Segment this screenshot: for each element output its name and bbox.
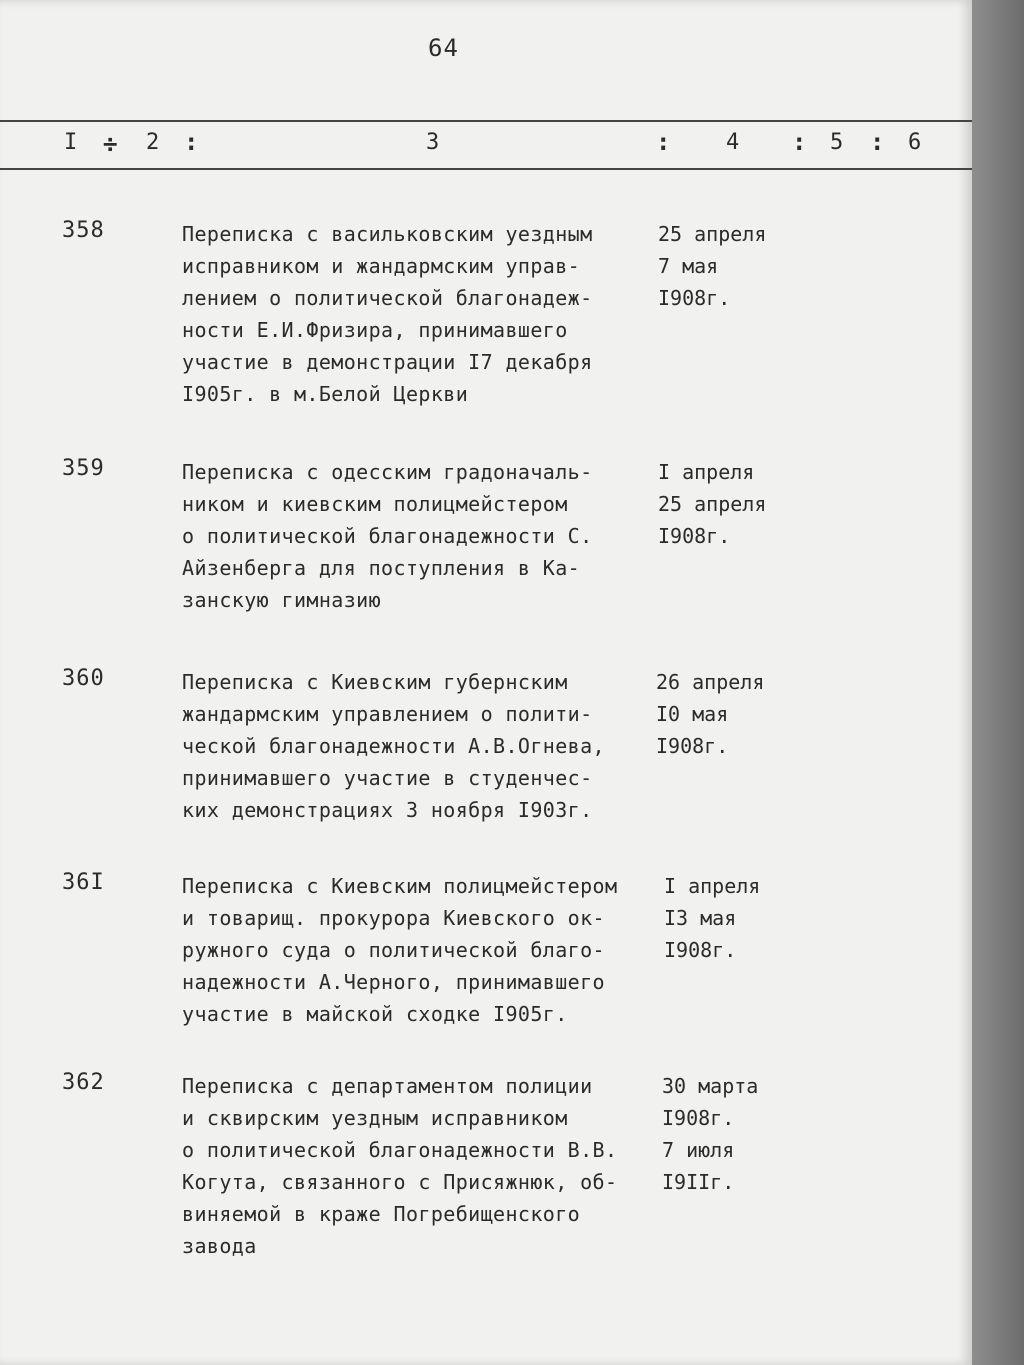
record-number: 362 <box>62 1070 105 1095</box>
column-header-4: 4 <box>726 130 740 155</box>
description-line: ружного суда о политической благо- <box>182 938 605 962</box>
record-number: 36I <box>62 870 105 895</box>
description-line: ности Е.И.Фризира, принимавшего <box>182 318 568 342</box>
description-line: участие в майской сходке I905г. <box>182 1002 568 1026</box>
record-dates <box>658 218 818 314</box>
record-number: 360 <box>62 666 105 691</box>
date-line: I908г. <box>664 938 737 962</box>
description-line: Переписка с васильковским уездным <box>182 222 593 246</box>
description-line: I905г. в м.Белой Церкви <box>182 382 469 406</box>
column-separator: : <box>656 128 671 156</box>
column-separator: : <box>792 128 807 156</box>
date-line: I908г. <box>658 286 731 310</box>
record-dates <box>664 870 824 966</box>
description-line: ких демонстрациях 3 ноября I903г. <box>182 798 593 822</box>
description-line: завода <box>182 1234 257 1258</box>
description-line: участие в демонстрации I7 декабря <box>182 350 593 374</box>
record-number: 359 <box>62 456 105 481</box>
description-line: виняемой в краже Погребищенского <box>182 1202 581 1226</box>
date-line: 25 апреля <box>658 492 767 516</box>
header-top-rule <box>0 120 972 122</box>
date-line: 7 мая <box>658 254 719 278</box>
record-dates <box>656 666 816 762</box>
description-line: Переписка с одесским градоначаль- <box>182 460 593 484</box>
description-line: и товарищ. прокурора Киевского ок- <box>182 906 605 930</box>
date-line: 26 апреля <box>656 670 765 694</box>
record-description <box>182 456 652 616</box>
description-line: занскую гимназию <box>182 588 382 612</box>
description-line: лением о политической благонадеж- <box>182 286 593 310</box>
date-line: I908г. <box>658 524 731 548</box>
date-line: I3 мая <box>664 906 737 930</box>
column-header-1: I <box>64 130 78 155</box>
description-line: принимавшего участие в студенчес- <box>182 766 593 790</box>
description-line: жандармским управлением о полити- <box>182 702 593 726</box>
column-separator: : <box>870 128 885 156</box>
description-line: ником и киевским полицмейстером <box>182 492 568 516</box>
column-header-3: 3 <box>426 130 440 155</box>
date-line: 7 июля <box>662 1138 735 1162</box>
date-line: I0 мая <box>656 702 729 726</box>
description-line: Когута, связанного с Присяжнюк, об- <box>182 1170 618 1194</box>
column-header-1-separator: ÷ <box>103 130 118 158</box>
description-line: и сквирским уездным исправником <box>182 1106 568 1130</box>
description-line: Переписка с Киевским полицмейстером <box>182 874 618 898</box>
column-header-5: 5 <box>830 130 844 155</box>
record-description <box>182 666 652 826</box>
column-separator: : <box>184 128 199 156</box>
page-number: 64 <box>428 34 459 62</box>
date-line: 25 апреля <box>658 222 767 246</box>
column-header-6: 6 <box>908 130 922 155</box>
description-line: Айзенберга для поступления в Ка- <box>182 556 581 580</box>
record-description <box>182 218 652 410</box>
date-line: I908г. <box>656 734 729 758</box>
column-header-2: 2 <box>146 130 160 155</box>
description-line: надежности А.Черного, принимавшего <box>182 970 605 994</box>
description-line: Переписка с Киевским губернским <box>182 670 568 694</box>
date-line: I908г. <box>662 1106 735 1130</box>
date-line: I апреля <box>658 460 755 484</box>
record-description <box>182 870 652 1030</box>
page-edge-shadow <box>972 0 1024 1365</box>
date-line: I апреля <box>664 874 761 898</box>
description-line: Переписка с департаментом полиции <box>182 1074 593 1098</box>
record-dates <box>658 456 818 552</box>
description-line: ческой благонадежности А.В.Огнева, <box>182 734 605 758</box>
record-number: 358 <box>62 218 105 243</box>
description-line: исправником и жандармским управ- <box>182 254 581 278</box>
record-dates <box>662 1070 822 1198</box>
record-description <box>182 1070 652 1262</box>
date-line: 30 марта <box>662 1074 759 1098</box>
header-bottom-rule <box>0 168 972 170</box>
description-line: о политической благонадежности В.В. <box>182 1138 618 1162</box>
description-line: о политической благонадежности С. <box>182 524 593 548</box>
date-line: I9IIг. <box>662 1170 735 1194</box>
